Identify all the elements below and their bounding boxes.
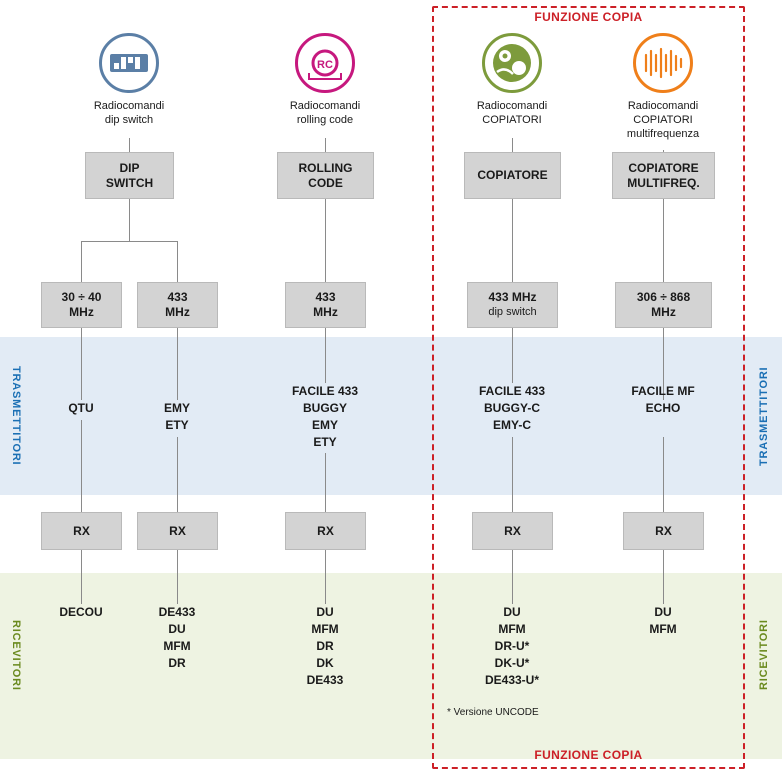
uncode-footnote: * Versione UNCODE xyxy=(447,707,539,718)
type-box-copiatore-multifreq xyxy=(612,152,715,199)
caption-line-2: dip switch xyxy=(104,114,154,126)
type-box-line-1: DIP xyxy=(119,160,140,175)
tx-model: ETY xyxy=(165,418,189,432)
freq-line-1: 433 xyxy=(315,290,336,304)
type-box-line-1: COPIATORE xyxy=(477,168,548,182)
connector xyxy=(81,550,82,604)
freq-sub: dip switch xyxy=(488,306,537,318)
tx-model: FACILE 433 xyxy=(291,384,359,398)
rx-model: DECOU xyxy=(59,605,103,619)
freq-line-1: 433 MHz xyxy=(488,290,537,304)
rx-model: DR-U* xyxy=(494,639,530,653)
tx-model: BUGGY xyxy=(302,401,347,415)
rx-model: DK-U* xyxy=(494,656,530,670)
connector xyxy=(663,199,664,282)
copier-icon xyxy=(482,33,542,93)
caption-line-2: COPIATORI xyxy=(482,114,542,126)
rx-label: RX xyxy=(504,523,521,538)
rx-label: RX xyxy=(655,523,672,538)
receiver-box-copiatori-mf xyxy=(623,512,704,550)
connector xyxy=(663,437,664,512)
rx-model: DU xyxy=(654,605,672,619)
caption-line-1: Radiocomandi xyxy=(476,100,548,112)
rx-model: DR xyxy=(168,656,186,670)
connector xyxy=(512,550,513,604)
connector xyxy=(177,550,178,604)
caption-line-1: Radiocomandi xyxy=(289,100,361,112)
receiver-box-dip-2 xyxy=(137,512,218,550)
band-label-receivers-left: RICEVITORI xyxy=(10,619,22,691)
rx-model: DK xyxy=(316,656,334,670)
band-label-transmitters-left: TRASMETTITORI xyxy=(10,366,22,466)
connector xyxy=(129,199,130,241)
tx-model: EMY xyxy=(311,418,338,432)
band-label-transmitters-right: TRASMETTITORI xyxy=(758,366,770,466)
tx-model: FACILE MF xyxy=(631,384,695,398)
rx-models-copiatori xyxy=(432,604,592,689)
tx-model: QTU xyxy=(68,401,94,415)
connector xyxy=(325,138,326,152)
tx-model: ECHO xyxy=(645,401,681,415)
rx-model: DE433-U* xyxy=(484,673,540,687)
freq-line-1: 306 ÷ 868 xyxy=(636,290,691,304)
connector xyxy=(177,241,178,282)
connector xyxy=(512,437,513,512)
connector xyxy=(177,437,178,512)
frequency-box-30-40mhz xyxy=(41,282,122,328)
rx-model: MFM xyxy=(649,622,677,636)
connector xyxy=(325,328,326,383)
rx-model: DE433 xyxy=(158,605,196,619)
connector xyxy=(81,241,177,242)
rx-label: RX xyxy=(317,523,334,538)
column-caption-copiatori-mf xyxy=(588,99,738,141)
rx-model: DU xyxy=(168,622,186,636)
type-box-line-2: CODE xyxy=(308,175,343,190)
caption-line-3: multifrequenza xyxy=(626,128,700,140)
band-label-receivers-right: RICEVITORI xyxy=(758,619,770,691)
rx-model: DR xyxy=(316,639,334,653)
rx-models-copiatori-mf xyxy=(583,604,743,638)
connector xyxy=(325,199,326,282)
rx-models-rolling-code xyxy=(245,604,405,689)
freq-line-2: MHz xyxy=(165,305,190,319)
connector xyxy=(325,550,326,604)
caption-line-1: Radiocomandi xyxy=(93,100,165,112)
rx-models-dip-433 xyxy=(97,604,257,672)
tx-models-copiatori-mf xyxy=(583,383,743,417)
column-caption-dip-switch xyxy=(54,99,204,127)
connector xyxy=(512,138,513,152)
rolling-code-icon xyxy=(295,33,355,93)
frequency-box-306-868mhz xyxy=(615,282,712,328)
freq-line-1: 30 ÷ 40 xyxy=(61,290,102,304)
connector xyxy=(663,550,664,604)
caption-line-1: Radiocomandi xyxy=(627,100,699,112)
svg-text:RC: RC xyxy=(317,59,333,71)
tx-model: FACILE 433 xyxy=(478,384,546,398)
column-caption-rolling-code xyxy=(250,99,400,127)
tx-model: BUGGY-C xyxy=(483,401,540,415)
rx-label: RX xyxy=(73,523,90,538)
type-box-dip-switch xyxy=(85,152,174,199)
frequency-box-433mhz-dip xyxy=(137,282,218,328)
rx-model: DU xyxy=(503,605,521,619)
type-box-line-1: COPIATORE xyxy=(628,160,699,175)
type-box-line-2: SWITCH xyxy=(105,175,154,190)
tx-model: EMY xyxy=(163,401,190,415)
tx-models-copiatori xyxy=(432,383,592,434)
copy-function-title-top: FUNZIONE COPIA xyxy=(534,10,643,24)
dip-switch-icon xyxy=(99,33,159,93)
type-box-line-1: ROLLING xyxy=(298,160,353,175)
rx-model: MFM xyxy=(163,639,191,653)
frequency-box-433mhz-rolling xyxy=(285,282,366,328)
rx-model: DU xyxy=(316,605,334,619)
rx-model: MFM xyxy=(498,622,526,636)
receiver-box-rolling-code xyxy=(285,512,366,550)
receiver-box-dip-1 xyxy=(41,512,122,550)
rx-label: RX xyxy=(169,523,186,538)
tx-models-rolling-code xyxy=(245,383,405,451)
rx-model: DE433 xyxy=(306,673,344,687)
connector xyxy=(81,241,82,282)
connector xyxy=(177,328,178,400)
tx-model: ETY xyxy=(313,435,337,449)
type-box-copiatore xyxy=(464,152,561,199)
frequency-box-433mhz-dipswitch-copier xyxy=(467,282,558,328)
type-box-rolling-code xyxy=(277,152,374,199)
connector xyxy=(512,199,513,282)
caption-line-2: COPIATORI xyxy=(633,114,693,126)
tx-models-emy-ety xyxy=(97,400,257,434)
multifrequency-icon xyxy=(633,33,693,93)
freq-line-1: 433 xyxy=(167,290,188,304)
connector xyxy=(81,328,82,400)
type-box-line-2: MULTIFREQ. xyxy=(627,175,700,190)
connector xyxy=(81,420,82,512)
connector xyxy=(325,453,326,512)
connector xyxy=(129,138,130,152)
connector xyxy=(512,328,513,383)
caption-line-2: rolling code xyxy=(296,114,354,126)
copy-function-title-bottom: FUNZIONE COPIA xyxy=(534,748,643,762)
freq-line-2: MHz xyxy=(313,305,338,319)
rx-model: MFM xyxy=(311,622,339,636)
freq-line-2: MHz xyxy=(651,305,676,319)
freq-line-2: MHz xyxy=(69,305,94,319)
column-caption-copiatori xyxy=(437,99,587,127)
tx-model: EMY-C xyxy=(492,418,531,432)
receiver-box-copiatori xyxy=(472,512,553,550)
